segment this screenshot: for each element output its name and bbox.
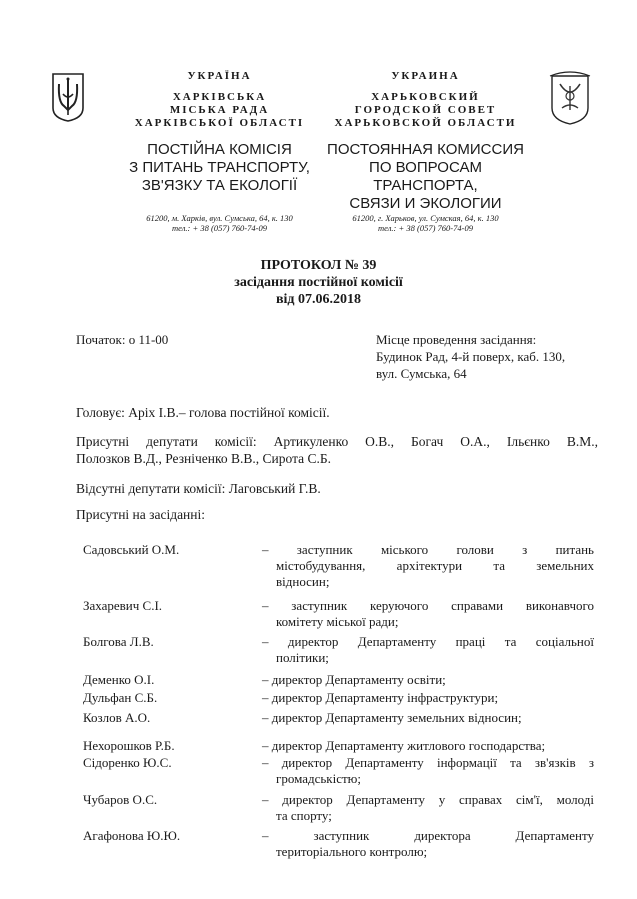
attendee-role-line: – директор Департаменту інформації та зв'язків з bbox=[262, 755, 594, 770]
attendee-role-line: – директор Департаменту освіти; bbox=[262, 672, 446, 687]
ukraine-coat-of-arms-icon bbox=[50, 72, 86, 122]
attendee-role-line: – заступник міського голови з питань bbox=[262, 542, 594, 557]
attendee-role-line: відносин; bbox=[276, 574, 330, 589]
attendee-role-line: – директор Департаменту праці та соціальної bbox=[262, 634, 594, 649]
attendee-name: Захаревич С.І. bbox=[83, 598, 163, 613]
header-ua-country: УКРАЇНА bbox=[187, 70, 252, 82]
header-ua-council-3: ХАРКІВСЬКОЇ ОБЛАСТІ bbox=[134, 117, 305, 129]
attendees-label: Присутні на засіданні: bbox=[76, 507, 206, 522]
header-ua-committee-2: З ПИТАНЬ ТРАНСПОРТУ, bbox=[129, 159, 310, 176]
header-ru-council-3: ХАРЬКОВСКОЙ ОБЛАСТИ bbox=[334, 117, 517, 129]
attendee-role-line: – директор Департаменту у справах сім'ї, молоді bbox=[262, 792, 594, 807]
header-ru-committee-3: СВЯЗИ И ЭКОЛОГИИ bbox=[349, 195, 502, 212]
present-deputies-line-2: Полозков В.Д., Резніченко В.В., Сирота С.Б. bbox=[76, 451, 332, 466]
protocol-date: від 07.06.2018 bbox=[275, 292, 362, 307]
attendee-role-line: містобудування, архітектури та земельних bbox=[276, 558, 594, 573]
header-ru-phone: тел.: + 38 (057) 760-74-09 bbox=[378, 223, 473, 233]
header-ua-committee-1: ПОСТІЙНА КОМІСІЯ bbox=[147, 141, 292, 158]
absent-deputies-line: Відсутні депутати комісії: Лаговський Г.В. bbox=[76, 481, 321, 496]
attendee-role-line: політики; bbox=[276, 650, 329, 665]
header-ua-address: 61200, м. Харків, вул. Сумська, 64, к. 130 bbox=[146, 213, 293, 223]
attendee-name: Дульфан С.Б. bbox=[83, 690, 158, 705]
protocol-title: ПРОТОКОЛ № 39 bbox=[260, 258, 377, 273]
attendee-role-line: – директор Департаменту інфраструктури; bbox=[262, 690, 499, 705]
attendee-name: Агафонова Ю.Ю. bbox=[83, 828, 181, 843]
kharkiv-coat-of-arms-icon bbox=[548, 70, 592, 126]
header-ru-country: УКРАИНА bbox=[391, 70, 460, 82]
header-ua-council-2: МІСЬКА РАДА bbox=[169, 104, 270, 116]
attendee-name: Чубаров О.С. bbox=[83, 792, 158, 807]
start-time: Початок: о 11-00 bbox=[76, 332, 169, 347]
header-ru-address: 61200, г. Харьков, ул. Сумская, 64, к. 130 bbox=[352, 213, 499, 223]
present-deputies-line-1: Присутні депутати комісії: Артикуленко О.В., Богач О.А., Ільєнко В.М., bbox=[76, 434, 598, 449]
attendee-role-line: та спорту; bbox=[276, 808, 332, 823]
attendee-name: Сідоренко Ю.С. bbox=[83, 755, 172, 770]
attendee-role-line: – директор Департаменту житлового господарства; bbox=[262, 738, 546, 753]
header-ru-committee-1: ПОСТОЯННАЯ КОМИССИЯ bbox=[327, 141, 524, 158]
header-ua-council-1: ХАРКІВСЬКА bbox=[172, 91, 267, 103]
attendee-role-line: громадськістю; bbox=[276, 771, 362, 786]
header-ua-committee-3: ЗВ'ЯЗКУ ТА ЕКОЛОГІЇ bbox=[141, 177, 298, 194]
meeting-place-building: Будинок Рад, 4-й поверх, каб. 130, bbox=[376, 349, 566, 364]
header-ua-phone: тел.: + 38 (057) 760-74-09 bbox=[172, 223, 267, 233]
attendee-role-line: комітету міської ради; bbox=[276, 614, 399, 629]
header-ru-committee-2: ПО ВОПРОСАМ ТРАНСПОРТА, bbox=[369, 159, 482, 194]
header-ru-council-1: ХАРЬКОВСКИЙ bbox=[371, 91, 480, 103]
chair-line: Головує: Аріх І.В.– голова постійної комісії. bbox=[76, 405, 330, 420]
header-ru-council-2: ГОРОДСКОЙ СОВЕТ bbox=[354, 104, 497, 116]
attendee-role-line: територіального контролю; bbox=[276, 844, 428, 859]
attendee-name: Болгова Л.В. bbox=[83, 634, 154, 649]
meeting-place-street: вул. Сумська, 64 bbox=[376, 366, 467, 381]
attendee-role-line: – заступник директора Департаменту bbox=[262, 828, 594, 843]
protocol-subtitle: засідання постійної комісії bbox=[234, 275, 403, 290]
attendee-role-line: – директор Департаменту земельних відносин; bbox=[262, 710, 522, 725]
meeting-place-label: Місце проведення засідання: bbox=[376, 332, 537, 347]
attendee-name: Козлов А.О. bbox=[83, 710, 151, 725]
attendee-name: Садовський О.М. bbox=[83, 542, 180, 557]
attendee-name: Деменко О.І. bbox=[83, 672, 155, 687]
attendee-name: Нехорошков Р.Б. bbox=[83, 738, 175, 753]
attendee-role-line: – заступник керуючого справами виконавчого bbox=[262, 598, 594, 613]
